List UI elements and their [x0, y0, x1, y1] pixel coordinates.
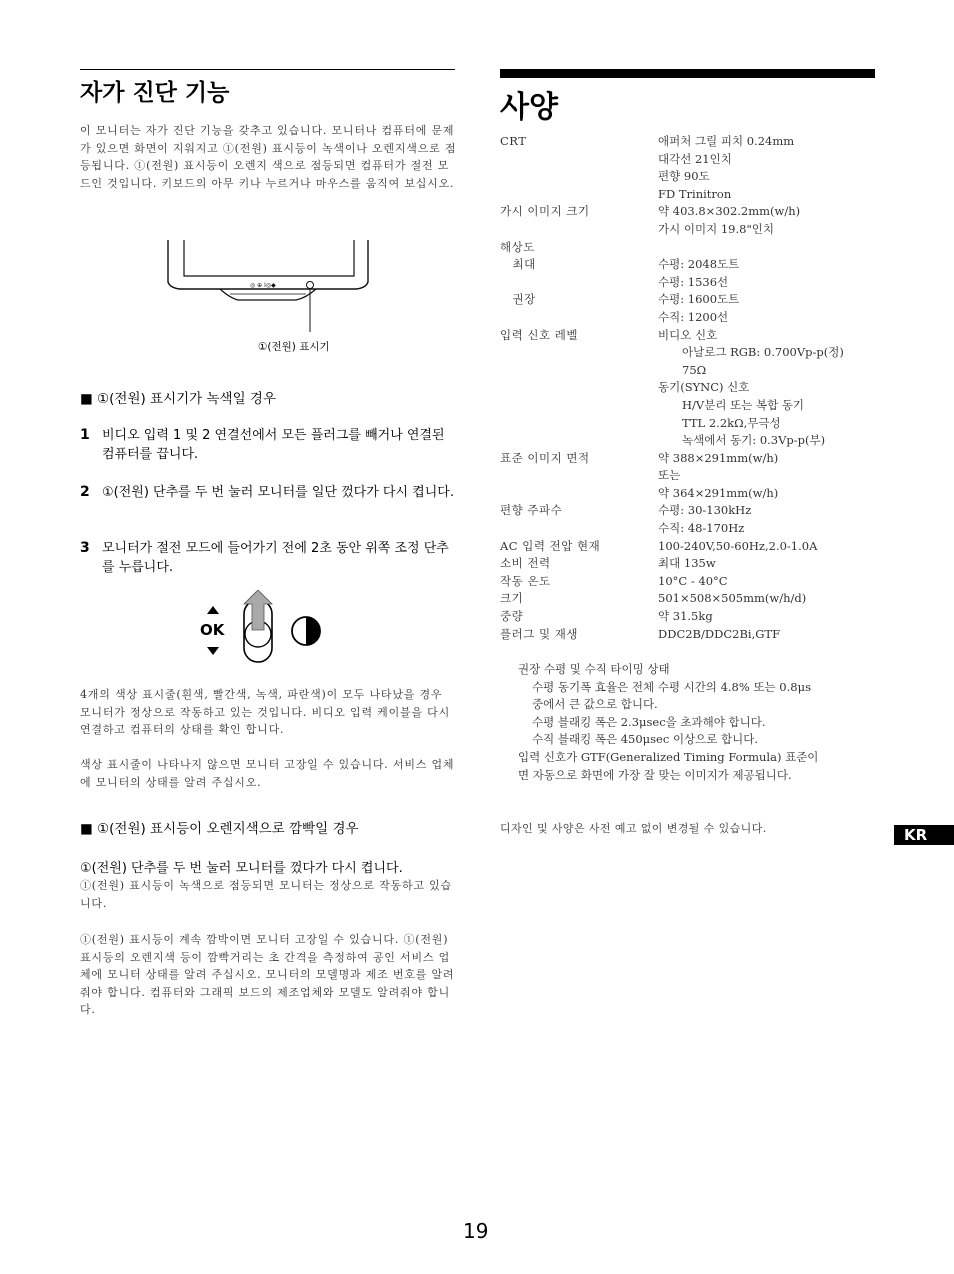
- spec-value: TTL 2.2kΩ,무극성: [682, 415, 781, 430]
- spec-label: 표준 이미지 면적: [500, 450, 590, 465]
- step-1: [80, 426, 460, 464]
- note-line: 수평 블래킹 폭은 2.3μsec을 초과해야 합니다.: [532, 714, 766, 729]
- spec-value: 아날로그 RGB: 0.700Vp-p(정): [682, 345, 844, 360]
- blink-status-paragraph: ①(전원) 표시등이 계속 깜박이면 모니터 고장일 수 있습니다. ①(전원) 표시등의 오렌지색 등이 깜빡거리는 초 간격을 측정하여 공인 서비스 업체에 모니터 상태를 알려 주십시오. 모니터의 모델명과 제조 번호를 알려줘야 합니다. 컴퓨터와 그래픽 보드의 제조업체와 모델도 알려줘야 합니다.: [80, 933, 455, 1016]
- spec-value: 대각선 21인치: [658, 151, 732, 166]
- spec-row: [500, 608, 880, 626]
- step-number: 1: [80, 427, 90, 443]
- spec-value: 최대 135w: [658, 556, 716, 571]
- spec-row: [500, 590, 880, 608]
- spec-row: [500, 327, 880, 345]
- section-orange-title: ■ ①(전원) 표시등이 오렌지색으로 깜빡일 경우: [80, 821, 359, 837]
- spec-row: [500, 256, 880, 274]
- spec-label: 중량: [500, 609, 524, 624]
- spec-value: 또는: [658, 468, 681, 483]
- spec-value: DDC2B/DDC2Bi,GTF: [658, 626, 781, 641]
- specs-title: 사양: [500, 90, 558, 125]
- spec-row: [500, 450, 880, 468]
- spec-row: [500, 485, 880, 503]
- joystick-button-icon: [240, 590, 276, 664]
- contrast-icon: [290, 615, 322, 647]
- color-bars-paragraph: 4개의 색상 표시줄(흰색, 빨간색, 녹색, 파란색)이 모두 나타났을 경우 모니터가 정상으로 작동하고 있는 것입니다. 비디오 입력 케이블을 다시 연결하고 컴퓨터의 상태를 확인 합니다.: [80, 688, 451, 736]
- note-line: 중에서 큰 값으로 합니다.: [532, 697, 658, 712]
- spec-row: [500, 151, 880, 169]
- spec-row: [500, 186, 880, 204]
- spec-label: 소비 전력: [500, 556, 551, 571]
- ok-label: OK: [200, 621, 225, 639]
- spec-row: [500, 379, 880, 397]
- power-indicator-caption: ①(전원) 표시기: [258, 341, 330, 353]
- spec-row: [500, 538, 880, 556]
- spec-row: [500, 239, 880, 257]
- spec-value: 약 31.5kg: [658, 609, 713, 624]
- svg-text:◎ ⊕ I◎◆: ◎ ⊕ I◎◆: [250, 282, 276, 289]
- green-status-paragraph: ①(전원) 표시등이 녹색으로 점등되면 모니터는 정상으로 작동하고 있습니다.: [80, 879, 452, 910]
- spec-value: 수평: 1600도트: [658, 292, 740, 307]
- spec-label: 해상도: [500, 239, 535, 254]
- spec-value: 수직: 1200선: [658, 309, 729, 324]
- spec-row: [500, 168, 880, 186]
- step-number: 3: [80, 540, 90, 556]
- note-line: 입력 신호가 GTF(Generalized Timing Formula) 표준이: [518, 749, 819, 764]
- spec-label: 입력 신호 레벨: [500, 327, 578, 342]
- section-green-title: ■ ①(전원) 표시기가 녹색일 경우: [80, 391, 277, 407]
- spec-value: 동기(SYNC) 신호: [658, 380, 750, 395]
- specifications-list: [500, 133, 880, 643]
- monitor-front-figure: [160, 236, 382, 356]
- arrow-up-icon: [206, 605, 220, 619]
- language-tab: KR: [894, 825, 954, 845]
- spec-row: [500, 133, 880, 151]
- note-line: 면 자동으로 화면에 가장 잘 맞는 이미지가 제공됩니다.: [518, 767, 792, 782]
- spec-value: 수평: 1536선: [658, 274, 729, 289]
- step-2: [80, 483, 460, 502]
- spec-label: 작동 온도: [500, 573, 551, 588]
- spec-value: 수직: 48-170Hz: [658, 521, 745, 536]
- spec-row: [500, 467, 880, 485]
- spec-row: [500, 291, 880, 309]
- spec-value: 100-240V,50-60Hz,2.0-1.0A: [658, 538, 818, 553]
- spec-value: 약 388×291mm(w/h): [658, 450, 779, 465]
- spec-value: 수평: 30-130kHz: [658, 503, 752, 518]
- spec-value: 501×508×505mm(w/h/d): [658, 591, 807, 606]
- note-line: 수평 동기폭 효율은 전체 수평 시간의 4.8% 또는 0.8μs: [532, 679, 811, 694]
- spec-label: 가시 이미지 크기: [500, 204, 590, 219]
- spec-row: [500, 502, 880, 520]
- spec-value: FD Trinitron: [658, 186, 732, 201]
- step-3: [80, 539, 460, 577]
- spec-label: 크기: [500, 591, 524, 606]
- spec-value: 75Ω: [682, 362, 707, 377]
- spec-row: [500, 520, 880, 538]
- spec-label: 권장: [500, 292, 536, 307]
- spec-label: AC 입력 전압 현재: [500, 538, 601, 553]
- spec-row: [500, 573, 880, 591]
- step-text: 비디오 입력 1 및 2 연결선에서 모든 플러그를 빼거나 연결된 컴퓨터를 끕니다.: [102, 428, 445, 462]
- spec-value: 비디오 신호: [658, 327, 718, 342]
- note-line: 권장 수평 및 수직 타이밍 상태: [518, 662, 670, 676]
- spec-value: H/V분리 또는 복합 동기: [682, 397, 805, 412]
- spec-row: [500, 203, 880, 221]
- spec-value: 수평: 2048도트: [658, 257, 740, 272]
- no-bars-paragraph: 색상 표시줄이 나타나지 않으면 모니터 고장일 수 있습니다. 서비스 업체에 모니터의 상태를 알려 주십시오.: [80, 758, 455, 789]
- spec-row: [500, 626, 880, 644]
- step-text: ①(전원) 단추를 두 번 눌러 모니터를 일단 껐다가 다시 켭니다.: [102, 485, 454, 500]
- spec-row: [500, 362, 880, 380]
- spec-row: [500, 432, 880, 450]
- spec-value: 10°C - 40°C: [658, 573, 728, 588]
- spec-row: [500, 309, 880, 327]
- step-number: 2: [80, 484, 90, 500]
- spec-row: [500, 415, 880, 433]
- spec-label: 플러그 및 재생: [500, 626, 578, 641]
- spec-value: 약 403.8×302.2mm(w/h): [658, 204, 801, 219]
- spec-label: 최대: [500, 257, 536, 272]
- control-button-figure: [200, 603, 330, 665]
- specs-title-rule: [500, 69, 875, 78]
- spec-label: 편향 주파수: [500, 503, 563, 518]
- spec-value: 가시 이미지 19.8"인치: [658, 221, 774, 236]
- note-line: 수직 블래킹 폭은 450μsec 이상으로 합니다.: [532, 732, 759, 747]
- left-title-rule: [80, 69, 455, 70]
- page-number: 19: [463, 1219, 489, 1243]
- spec-value: 편향 90도: [658, 169, 710, 184]
- timing-notes: [518, 661, 888, 784]
- arrow-down-icon: [206, 643, 220, 657]
- spec-row: [500, 221, 880, 239]
- spec-row: [500, 555, 880, 573]
- disclaimer: 디자인 및 사양은 사전 예고 없이 변경될 수 있습니다.: [500, 822, 767, 835]
- spec-row: [500, 397, 880, 415]
- spec-label: CRT: [500, 134, 527, 148]
- step-text: 모니터가 절전 모드에 들어가기 전에 2초 동안 위쪽 조정 단추를 누릅니다.: [102, 541, 449, 575]
- section-orange-instruction: ①(전원) 단추를 두 번 눌러 모니터를 껐다가 다시 켭니다.: [80, 861, 403, 876]
- spec-value: 녹색에서 동기: 0.3Vp-p(부): [682, 433, 826, 448]
- spec-value: 약 364×291mm(w/h): [658, 485, 779, 500]
- spec-row: [500, 274, 880, 292]
- spec-row: [500, 344, 880, 362]
- intro-paragraph: 이 모니터는 자가 진단 기능을 갖추고 있습니다. 모니터나 컴퓨터에 문제가 있으면 화면이 지워지고 ①(전원) 표시등이 녹색이나 오렌지색으로 점등됩니다. ①(전원) 표시등이 오렌지 색으로 점등되면 컴퓨터가 절전 모드인 것입니다. 키보드의 아무 키나 누르거나 마우스를 움직여 보십시오.: [80, 124, 457, 190]
- self-diagnosis-title: 자가 진단 기능: [80, 80, 230, 106]
- spec-value: 애퍼처 그릴 피치 0.24mm: [658, 134, 795, 148]
